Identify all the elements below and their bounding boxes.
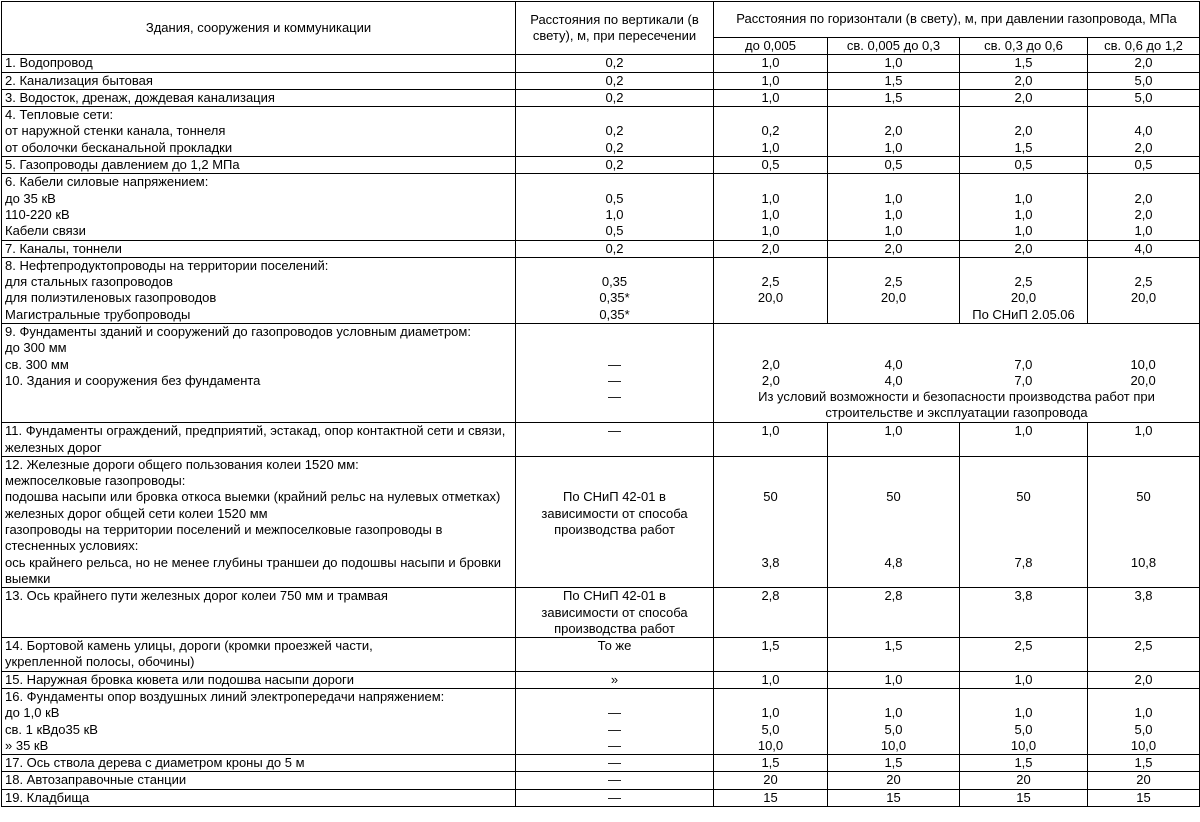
table-row xyxy=(2,55,1200,72)
sub-value: 1,0 xyxy=(761,206,780,222)
sub-value: 0,35* xyxy=(599,306,630,322)
header-pressure-4: св. 0,6 до 1,2 xyxy=(1088,38,1200,55)
row-h4: 2,5 xyxy=(1088,638,1200,672)
row-h1: 1,0 xyxy=(714,423,828,457)
sub-item-name: от оболочки бесканальной прокладки xyxy=(5,139,233,155)
sub-value: 7,0 xyxy=(1014,372,1033,388)
table-row xyxy=(2,755,1200,772)
row-h4: 2,0 xyxy=(1088,55,1200,72)
row-h3 xyxy=(960,257,1088,323)
sub-value: 7,8 xyxy=(1014,554,1033,570)
sub-value: 10,0 xyxy=(880,737,907,753)
sub-value: 50 xyxy=(1016,489,1031,505)
row-title: 8. Нефтепродуктопроводы на территории поселений: xyxy=(5,257,329,273)
row-title: 9. Фундаменты зданий и сооружений до газопроводов условным диаметром: xyxy=(5,324,471,340)
row-vertical xyxy=(516,107,714,157)
sub-item-name: подошва насыпи или бровка откоса выемки (крайний рельс на нулевых отметках) железных дорог общей сети колеи 1520 мм xyxy=(5,489,501,521)
row-h2: 1,5 xyxy=(828,755,960,772)
row-h1 xyxy=(714,174,828,240)
sub-item-name: до 35 кВ xyxy=(5,190,56,206)
sub-value: 10,0 xyxy=(1130,737,1157,753)
row-vertical: 0,2 xyxy=(516,72,714,89)
header-horizontal: Расстояния по горизонтали (в свету), м, при давлении газопровода, МПа xyxy=(714,2,1200,38)
row-h3: 20 xyxy=(960,772,1088,789)
row-h1: 1,0 xyxy=(714,89,828,106)
row-10-value: — xyxy=(608,389,621,405)
sub-value: 0,2 xyxy=(605,123,624,139)
row-h3: 1,0 xyxy=(960,423,1088,457)
row-name: 1. Водопровод xyxy=(2,55,516,72)
sub-value: — xyxy=(608,372,621,388)
row-vertical xyxy=(516,456,714,587)
sub-value: 4,0 xyxy=(1134,123,1153,139)
row-h2: 20 xyxy=(828,772,960,789)
snip-note: По СНиП 2.05.06 xyxy=(972,306,1075,322)
sub-value: 1,0 xyxy=(1134,705,1153,721)
row-h3: 2,5 xyxy=(960,638,1088,672)
row-h1 xyxy=(714,324,828,389)
sub-value: 1,0 xyxy=(605,206,624,222)
sub-value: 1,0 xyxy=(884,223,903,239)
table-row xyxy=(2,772,1200,789)
sub-item-name: для полиэтиленовых газопроводов xyxy=(5,290,217,306)
sub-value: 0,5 xyxy=(605,190,624,206)
sub-item-name: Магистральные трубопроводы xyxy=(5,306,191,322)
sub-value: 1,0 xyxy=(884,139,903,155)
row-h4: 15 xyxy=(1088,789,1200,806)
row-h2: 1,5 xyxy=(828,89,960,106)
table-row xyxy=(2,324,1200,423)
row-h3: 0,5 xyxy=(960,157,1088,174)
row-h2: 15 xyxy=(828,789,960,806)
sub-value: 2,0 xyxy=(1134,190,1153,206)
row-h1: 1,0 xyxy=(714,55,828,72)
row-h1: 1,5 xyxy=(714,638,828,672)
row-h4: 5,0 xyxy=(1088,89,1200,106)
row-h1: 1,0 xyxy=(714,671,828,688)
sub-item-name: » 35 кВ xyxy=(5,737,49,753)
row-vertical xyxy=(516,174,714,240)
row-h4 xyxy=(1088,107,1200,157)
row-h1 xyxy=(714,257,828,323)
row-h3: 2,0 xyxy=(960,89,1088,106)
row-name: 15. Наружная бровка кювета или подошва насыпи дороги xyxy=(2,671,516,688)
row-vertical xyxy=(516,688,714,754)
row-name xyxy=(2,174,516,240)
row-h1: 1,0 xyxy=(714,72,828,89)
sub-item-name: до 1,0 кВ xyxy=(5,705,60,721)
row-h2: 1,5 xyxy=(828,638,960,672)
row-vertical: — xyxy=(516,772,714,789)
row-h2 xyxy=(828,257,960,323)
sub-item-name: до 300 мм xyxy=(5,340,67,356)
sub-value: 1,0 xyxy=(1014,223,1033,239)
sub-value: 7,0 xyxy=(1014,356,1033,372)
row-h4: 20 xyxy=(1088,772,1200,789)
sub-item-name: межпоселковые газопроводы: xyxy=(5,473,186,489)
row-h2 xyxy=(828,174,960,240)
sub-item-name: св. 1 кВдо35 кВ xyxy=(5,721,98,737)
row-h4 xyxy=(1088,257,1200,323)
table-row xyxy=(2,240,1200,257)
row-vertical: — xyxy=(516,423,714,457)
row-h2: 1,0 xyxy=(828,671,960,688)
row-h2 xyxy=(828,688,960,754)
sub-value: 3,8 xyxy=(761,554,780,570)
sub-value: 20,0 xyxy=(1010,290,1037,306)
row-h1: 2,8 xyxy=(714,588,828,638)
row-h4 xyxy=(1088,688,1200,754)
sub-value: 0,5 xyxy=(605,223,624,239)
sub-value: — xyxy=(608,356,621,372)
row-h1: 1,5 xyxy=(714,755,828,772)
row-vertical xyxy=(516,257,714,323)
sub-value: — xyxy=(608,705,621,721)
sub-value: 1,5 xyxy=(1014,139,1033,155)
sub-value: 2,0 xyxy=(1134,139,1153,155)
sub-value: — xyxy=(608,737,621,753)
sub-value: 2,0 xyxy=(761,356,780,372)
row-h4: 3,8 xyxy=(1088,588,1200,638)
row-h2 xyxy=(828,324,960,389)
sub-value: 2,0 xyxy=(884,123,903,139)
row-name xyxy=(2,257,516,323)
row-h2: 1,0 xyxy=(828,55,960,72)
sub-item-name: ось крайнего рельса, но не менее глубины траншеи до подошвы насыпи и бровки выемки xyxy=(5,554,502,586)
sub-value: 2,5 xyxy=(1134,274,1153,290)
snip-reference: По СНиП 42-01 в зависимости от способа производства работ xyxy=(516,588,714,638)
row-title: 16. Фундаменты опор воздушных линий электропередачи напряжением: xyxy=(5,688,445,704)
sub-value: 4,0 xyxy=(884,372,903,388)
table-row xyxy=(2,107,1200,157)
sub-value: 10,0 xyxy=(757,737,784,753)
table-row xyxy=(2,688,1200,754)
row-name: 7. Каналы, тоннели xyxy=(2,240,516,257)
sub-value: 5,0 xyxy=(1014,721,1033,737)
table-row xyxy=(2,72,1200,89)
row-h4: 1,0 xyxy=(1088,423,1200,457)
row-h3: 1,0 xyxy=(960,671,1088,688)
row-h1 xyxy=(714,107,828,157)
row-h3 xyxy=(960,324,1088,389)
row-h2: 2,8 xyxy=(828,588,960,638)
row-h3 xyxy=(960,688,1088,754)
sub-value: 20,0 xyxy=(1130,372,1156,388)
row-name: 13. Ось крайнего пути железных дорог колеи 750 мм и трамвая xyxy=(2,588,516,638)
table-row xyxy=(2,257,1200,323)
sub-value: 1,0 xyxy=(884,705,903,721)
row-vertical: 0,2 xyxy=(516,157,714,174)
row-h2 xyxy=(828,107,960,157)
row-name: 19. Кладбища xyxy=(2,789,516,806)
table-row xyxy=(2,789,1200,806)
sub-item-name: св. 300 мм xyxy=(5,356,69,372)
sub-item-name: газопроводы на территории поселений и межпоселковые газопроводы в стесненных условиях: xyxy=(5,522,443,554)
row-h4: 2,0 xyxy=(1088,671,1200,688)
row-h1 xyxy=(714,688,828,754)
sub-value: 10,0 xyxy=(1130,356,1156,372)
sub-value: 10,0 xyxy=(1010,737,1037,753)
row-h4 xyxy=(1087,324,1199,389)
sub-value: 1,0 xyxy=(1014,705,1033,721)
sub-value: 20,0 xyxy=(1130,290,1157,306)
table-row xyxy=(2,671,1200,688)
sub-value: 2,5 xyxy=(884,274,903,290)
row-name: 5. Газопроводы давлением до 1,2 МПа xyxy=(2,157,516,174)
table-row xyxy=(2,423,1200,457)
sub-value: 4,0 xyxy=(884,356,903,372)
row-name xyxy=(2,688,516,754)
table-row xyxy=(2,174,1200,240)
sub-value: 1,0 xyxy=(884,190,903,206)
row-name: 14. Бортовой камень улицы, дороги (кромки проезжей части, укрепленной полосы, обочины) xyxy=(2,638,516,672)
row-vertical: 0,2 xyxy=(516,55,714,72)
row-name: 17. Ось ствола дерева с диаметром кроны до 5 м xyxy=(2,755,516,772)
table-row xyxy=(2,456,1200,587)
row-h2: 0,5 xyxy=(828,157,960,174)
sub-item-name: Кабели связи xyxy=(5,223,86,239)
row-vertical: 0,2 xyxy=(516,89,714,106)
row-h3: 2,0 xyxy=(960,240,1088,257)
row-h3 xyxy=(960,107,1088,157)
sub-value: 0,2 xyxy=(605,139,624,155)
row-h3: 2,0 xyxy=(960,72,1088,89)
row-h1: 0,5 xyxy=(714,157,828,174)
sub-value: 10,8 xyxy=(1130,554,1157,570)
sub-item-name: 110-220 кВ xyxy=(5,206,70,222)
sub-value: 1,0 xyxy=(761,223,780,239)
table-row xyxy=(2,89,1200,106)
row-vertical: — xyxy=(516,755,714,772)
table-row xyxy=(2,157,1200,174)
sub-value: 2,0 xyxy=(761,372,780,388)
row-vertical: » xyxy=(516,671,714,688)
row-h1: 20 xyxy=(714,772,828,789)
sub-value: 50 xyxy=(886,489,901,505)
sub-value: 1,0 xyxy=(761,139,780,155)
row-vertical: 0,2 xyxy=(516,240,714,257)
sub-value: — xyxy=(608,721,621,737)
row-name xyxy=(2,324,516,423)
sub-value: 1,0 xyxy=(761,190,780,206)
row-10-note: Из условий возможности и безопасности производства работ при строительстве и эксплуатации газопровода xyxy=(758,389,1155,421)
row-title: 4. Тепловые сети: xyxy=(5,107,114,123)
header-pressure-3: св. 0,3 до 0,6 xyxy=(960,38,1088,55)
row-title: 12. Железные дороги общего пользования колеи 1520 мм: xyxy=(5,456,359,472)
row-h4: 1,5 xyxy=(1088,755,1200,772)
row-h3: 15 xyxy=(960,789,1088,806)
sub-value: 1,0 xyxy=(1014,206,1033,222)
row-name xyxy=(2,456,516,587)
sub-item-name: для стальных газопроводов xyxy=(5,274,173,290)
row-name: 2. Канализация бытовая xyxy=(2,72,516,89)
row-h3: 3,8 xyxy=(960,588,1088,638)
row-h3 xyxy=(960,456,1088,587)
sub-value: 20,0 xyxy=(757,290,784,306)
row-h1 xyxy=(714,456,828,587)
row-h1: 2,0 xyxy=(714,240,828,257)
sub-value: 1,0 xyxy=(884,206,903,222)
sub-value: 5,0 xyxy=(1134,721,1153,737)
row-h3: 1,5 xyxy=(960,755,1088,772)
header-vertical: Расстояния по вертикали (в свету), м, при пересечении xyxy=(516,2,714,55)
sub-item-name: от наружной стенки канала, тоннеля xyxy=(5,123,226,139)
sub-value: 2,0 xyxy=(1014,123,1033,139)
row-h4 xyxy=(1088,456,1200,587)
row-h1: 15 xyxy=(714,789,828,806)
row-h4 xyxy=(1088,174,1200,240)
row-h2: 2,0 xyxy=(828,240,960,257)
sub-value: 5,0 xyxy=(884,721,903,737)
row-h2: 1,0 xyxy=(828,423,960,457)
row-h4: 4,0 xyxy=(1088,240,1200,257)
sub-value: 50 xyxy=(763,489,778,505)
row-vertical: — xyxy=(516,789,714,806)
row-name: 3. Водосток, дренаж, дождевая канализация xyxy=(2,89,516,106)
table-row xyxy=(2,588,1200,638)
header-buildings: Здания, сооружения и коммуникации xyxy=(2,2,516,55)
sub-value: 2,5 xyxy=(1014,274,1033,290)
row-horizontal-group xyxy=(714,324,1200,423)
sub-value: 2,0 xyxy=(1134,206,1153,222)
sub-value: 0,35 xyxy=(601,274,628,290)
sub-value: 1,0 xyxy=(761,705,780,721)
table-row xyxy=(2,638,1200,672)
sub-value: 50 xyxy=(1136,489,1151,505)
row-h4: 0,5 xyxy=(1088,157,1200,174)
sub-value: 1,0 xyxy=(1134,223,1153,239)
header-pressure-2: св. 0,005 до 0,3 xyxy=(828,38,960,55)
distance-table xyxy=(1,1,1200,807)
header-pressure-1: до 0,005 xyxy=(714,38,828,55)
sub-value: 0,2 xyxy=(761,123,780,139)
sub-value: 1,0 xyxy=(1014,190,1033,206)
sub-value: 0,35* xyxy=(599,290,630,306)
row-name xyxy=(2,107,516,157)
row-h2 xyxy=(828,456,960,587)
row-name: 18. Автозаправочные станции xyxy=(2,772,516,789)
row-10-name: 10. Здания и сооружения без фундамента xyxy=(5,372,261,388)
row-h2: 1,5 xyxy=(828,72,960,89)
row-vertical xyxy=(516,324,714,423)
snip-reference: По СНиП 42-01 в зависимости от способа производства работ xyxy=(541,489,688,538)
row-vertical: То же xyxy=(516,638,714,672)
row-title: 6. Кабели силовые напряжением: xyxy=(5,174,209,190)
row-h4: 5,0 xyxy=(1088,72,1200,89)
sub-value: 20,0 xyxy=(880,290,907,306)
row-h3 xyxy=(960,174,1088,240)
sub-value: 4,8 xyxy=(884,554,903,570)
row-h3: 1,5 xyxy=(960,55,1088,72)
row-name: 11. Фундаменты ограждений, предприятий, эстакад, опор контактной сети и связи, железных дорог xyxy=(2,423,516,457)
sub-value: 5,0 xyxy=(761,721,780,737)
sub-value: 2,5 xyxy=(761,274,780,290)
